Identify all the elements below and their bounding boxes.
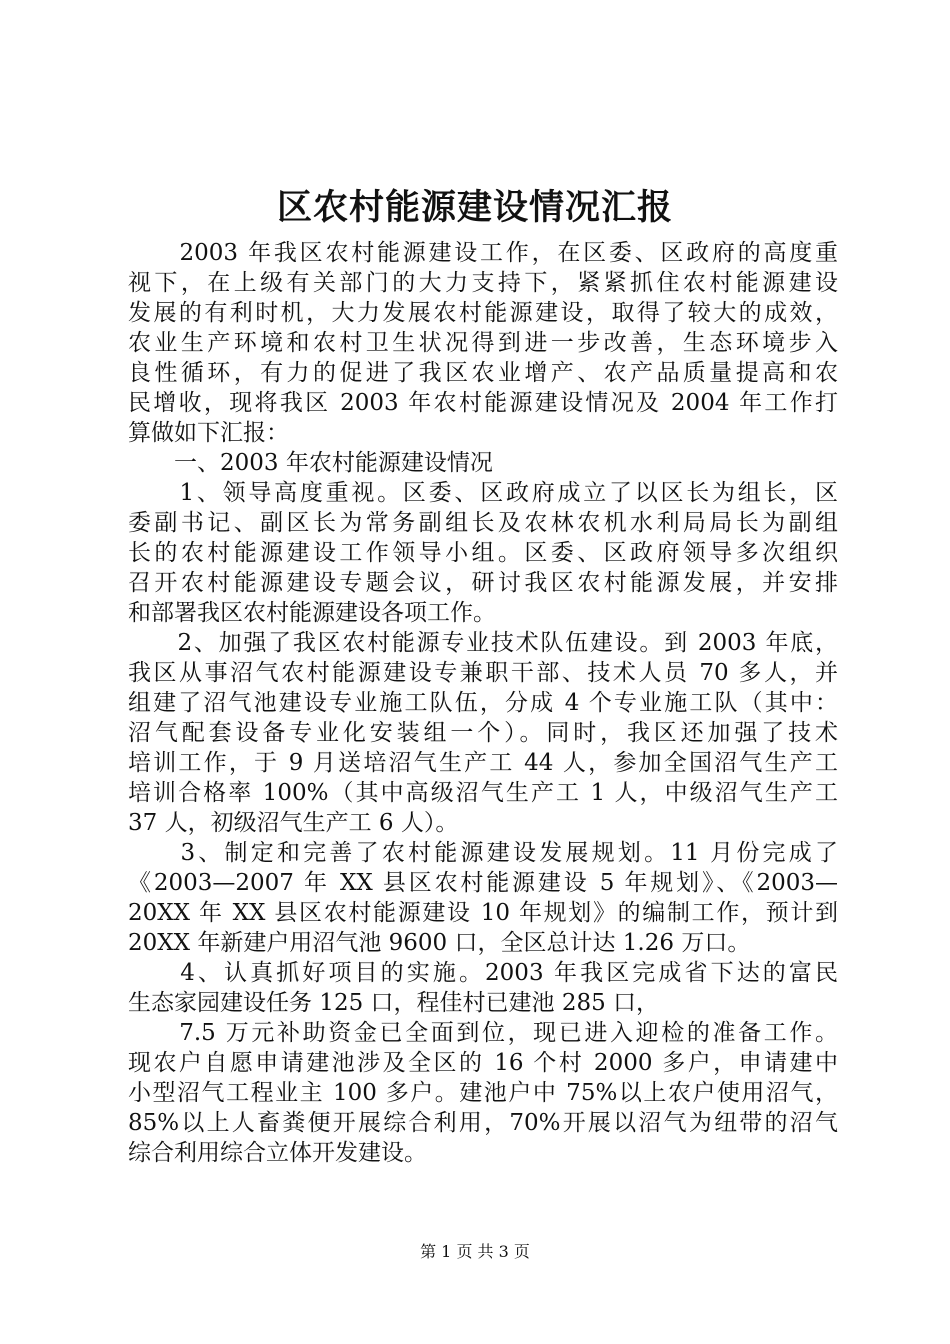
body-line: 20XX 年新建户用沼气池 9600 口，全区总计达 1.26 万口。: [128, 930, 751, 956]
body-line: 37 人，初级沼气生产工 6 人）。: [128, 810, 459, 836]
body-line: 20XX 年 XX 县区农村能源建设 10 年规划》的编制工作，预计到: [128, 900, 838, 926]
body-line: 视下，在上级有关部门的大力支持下，紧紧抓住农村能源建设: [128, 270, 838, 296]
body-line: 沼气配套设备专业化安装组一个）。同时，我区还加强了技术: [128, 720, 838, 746]
body-line: 2003 年我区农村能源建设工作，在区委、区政府的高度重: [128, 240, 838, 266]
body-line: 生态家园建设任务 125 口，程佳村已建池 285 口，: [128, 990, 660, 1016]
body-line: 2、加强了我区农村能源专业技术队伍建设。到 2003 年底，: [128, 630, 838, 656]
body-line: 综合利用综合立体开发建设。: [128, 1140, 427, 1166]
body-line: 长的农村能源建设工作领导小组。区委、区政府领导多次组织: [128, 540, 838, 566]
section-heading: 一、2003 年农村能源建设情况: [128, 450, 493, 476]
body-line: 培训工作，于 9 月送培沼气生产工 44 人，参加全国沼气生产工: [128, 750, 838, 776]
body-line: 农业生产环境和农村卫生状况得到进一步改善，生态环境步入: [128, 330, 838, 356]
document-title: 区农村能源建设情况汇报: [276, 187, 673, 228]
page-footer: 第 1 页 共 3 页: [420, 1242, 530, 1261]
body-line: 4、认真抓好项目的实施。2003 年我区完成省下达的富民: [128, 960, 838, 986]
body-line: 委副书记、副区长为常务副组长及农林农机水利局局长为副组: [128, 510, 838, 536]
body-line: 《2003—2007 年 XX 县区农村能源建设 5 年规划》、《2003—: [128, 870, 838, 896]
body-line: 组建了沼气池建设专业施工队伍，分成 4 个专业施工队（其中：: [128, 690, 838, 716]
body-line: 7.5 万元补助资金已全面到位，现已进入迎检的准备工作。: [128, 1020, 838, 1046]
body-line: 良性循环，有力的促进了我区农业增产、农产品质量提高和农: [128, 360, 838, 386]
body-line: 现农户自愿申请建池涉及全区的 16 个村 2000 多户，申请建中: [128, 1050, 838, 1076]
body-line: 和部署我区农村能源建设各项工作。: [128, 600, 496, 626]
body-line: 小型沼气工程业主 100 多户。建池户中 75%以上农户使用沼气，: [128, 1080, 838, 1106]
body-line: 算做如下汇报：: [128, 420, 289, 446]
body-line: 3、制定和完善了农村能源建设发展规划。11 月份完成了: [128, 840, 838, 866]
body-line: 民增收，现将我区 2003 年农村能源建设情况及 2004 年工作打: [128, 390, 838, 416]
body-line: 发展的有利时机，大力发展农村能源建设，取得了较大的成效，: [128, 300, 838, 326]
document-body: [128, 238, 838, 1168]
body-line: 我区从事沼气农村能源建设专兼职干部、技术人员 70 多人，并: [128, 660, 838, 686]
body-line: 培训合格率 100%（其中高级沼气生产工 1 人，中级沼气生产工: [128, 780, 838, 806]
body-line: 85%以上人畜粪便开展综合利用，70%开展以沼气为纽带的沼气: [128, 1110, 838, 1136]
body-line: 召开农村能源建设专题会议，研讨我区农村能源发展，并安排: [128, 570, 838, 596]
body-line: 1、领导高度重视。区委、区政府成立了以区长为组长，区: [128, 480, 838, 506]
